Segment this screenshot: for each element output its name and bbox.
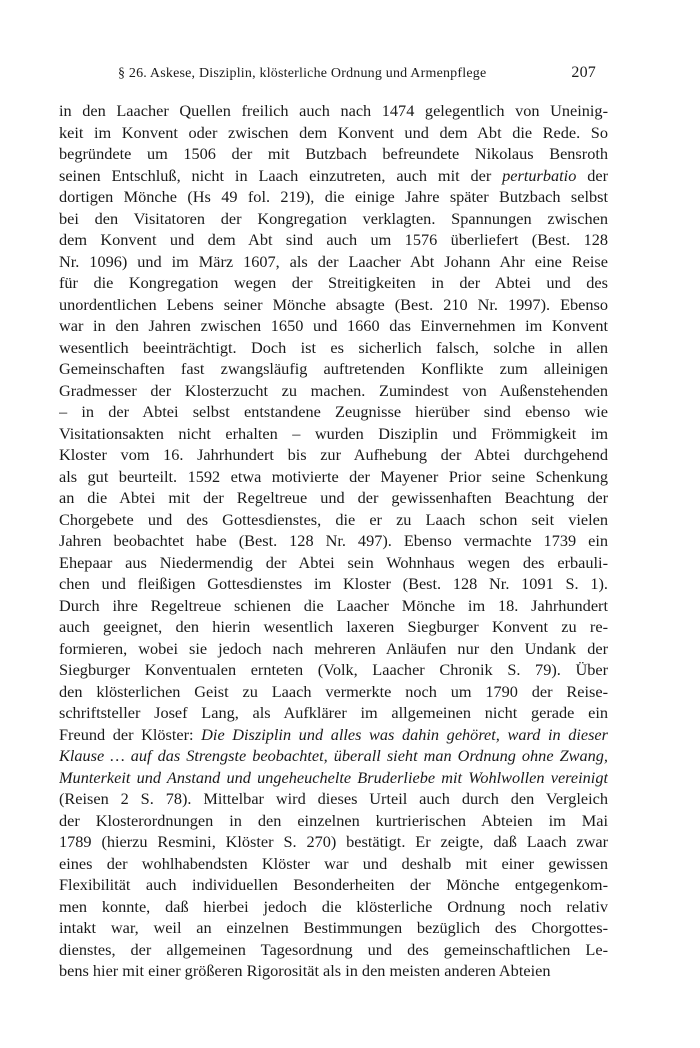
text-segment: Siegburger Konventualen ernteten (Volk, Laacher Chronik S. 79). Über xyxy=(59,660,608,679)
text-line xyxy=(59,272,608,294)
text-line xyxy=(59,702,608,724)
italic-quote-segment: Munterkeit und Anstand und ungeheuchelte Bruderliebe mit Wohlwollen vereinigt xyxy=(59,767,608,787)
text-line xyxy=(59,573,608,595)
text-line xyxy=(59,917,608,939)
text-line xyxy=(59,810,608,832)
text-segment: men konnte, daß hierbei jedoch die klösterliche Ordnung noch relativ xyxy=(59,896,608,916)
text-segment: Ehepaar aus Niedermendig der Abtei sein Wohnhaus wegen des erbauli- xyxy=(59,552,608,572)
text-segment: dienstes, der allgemeinen Tagesordnung und des gemeinschaftlichen Le- xyxy=(59,939,608,959)
text-segment: Gradmesser der Klosterzucht zu machen. Zumindest von Außenstehenden xyxy=(59,380,608,400)
text-segment: an die Abtei mit der Regeltreue und der gewissenhaften Beachtung der xyxy=(59,488,608,507)
italic-quote-segment: Klause … auf das Strengste beobachtet, überall sieht man Ordnung ohne Zwang, xyxy=(59,746,608,765)
text-line xyxy=(59,745,608,767)
text-line xyxy=(59,767,608,789)
text-line xyxy=(59,487,608,509)
text-line xyxy=(59,186,608,208)
text-line xyxy=(59,380,608,402)
running-title: § 26. Askese, Disziplin, klösterliche Ordnung und Armenpflege xyxy=(118,66,487,81)
text-line xyxy=(59,143,608,165)
italic-quote-segment: Die Disziplin und alles was dahin gehöret, ward in dieser xyxy=(201,724,608,744)
text-segment: Visitationsakten nicht erhalten – wurden Disziplin und Frömmigkeit im xyxy=(59,423,608,443)
text-segment: der Klosterordnungen in den einzelnen kurtrierischen Abteien im Mai xyxy=(59,810,608,830)
text-segment: seinen Entschluß, nicht in Laach einzutreten, auch mit der xyxy=(59,165,503,185)
text-line xyxy=(59,681,608,703)
text-segment: Flexibilität auch individuellen Besonderheiten der Mönche entgegenkom- xyxy=(59,875,608,894)
text-line xyxy=(59,358,608,380)
text-segment: chen und fleißigen Gottesdienstes im Kloster (Best. 128 Nr. 1091 S. 1). xyxy=(59,574,608,593)
text-segment: unordentlichen Lebens seiner Mönche absagte (Best. 210 Nr. 1997). Ebenso xyxy=(59,294,608,314)
text-segment: dortigen Mönche (Hs 49 fol. 219), die einige Jahre später Butzbach selbst xyxy=(59,187,608,206)
text-segment: intakt war, weil an einzelnen Bestimmungen bezüglich des Chorgottes- xyxy=(59,918,608,937)
text-segment: den klösterlichen Geist zu Laach vermerkte noch um 1790 der Reise- xyxy=(59,681,608,701)
text-segment: bei den Visitatoren der Kongregation verklagten. Spannungen zwischen xyxy=(59,208,608,228)
text-line xyxy=(59,552,608,574)
text-segment: wesentlich beeinträchtigt. Doch ist es sicherlich falsch, solche in allen xyxy=(59,337,608,357)
text-segment: keit im Konvent oder zwischen dem Konvent und dem Abt die Rede. So xyxy=(59,122,608,142)
running-header xyxy=(118,66,600,86)
text-line xyxy=(59,960,608,982)
text-segment: Gemeinschaften fast zwangsläufig auftretenden Konflikte zum alleinigen xyxy=(59,359,608,378)
text-segment: Freund der Klöster: xyxy=(59,724,202,744)
body-text xyxy=(59,100,608,982)
page-number: 207 xyxy=(571,64,596,81)
text-line xyxy=(59,251,608,273)
text-segment: (Reisen 2 S. 78). Mittelbar wird dieses Urteil auch durch den Vergleich xyxy=(59,789,608,808)
text-line xyxy=(59,939,608,961)
text-line xyxy=(59,724,608,746)
text-segment: in den Laacher Quellen freilich auch nach 1474 gelegentlich von Uneinig- xyxy=(59,101,608,120)
text-segment: – in der Abtei selbst entstandene Zeugnisse hierüber sind ebenso wie xyxy=(59,402,608,421)
text-line xyxy=(59,122,608,144)
text-segment: Kloster vom 16. Jahrhundert bis zur Aufhebung der Abtei durchgehend xyxy=(59,445,608,464)
text-line xyxy=(59,337,608,359)
text-segment: Nr. 1096) und im März 1607, als der Laacher Abt Johann Ahr eine Reise xyxy=(59,251,608,271)
text-segment: schriftsteller Josef Lang, als Aufklärer im allgemeinen nicht gerade ein xyxy=(59,703,608,722)
text-segment: Durch ihre Regeltreue schienen die Laacher Mönche im 18. Jahrhundert xyxy=(59,595,608,615)
text-line xyxy=(59,444,608,466)
text-segment: als gut beurteilt. 1592 etwa motivierte der Mayener Prior seine Schenkung xyxy=(59,466,608,486)
text-segment: war in den Jahren zwischen 1650 und 1660 das Einvernehmen im Konvent xyxy=(59,316,608,335)
text-line xyxy=(59,208,608,230)
text-line xyxy=(59,165,608,187)
text-line xyxy=(59,853,608,875)
text-line xyxy=(59,638,608,660)
text-line xyxy=(59,315,608,337)
text-line xyxy=(59,423,608,445)
text-line xyxy=(59,401,608,423)
text-line xyxy=(59,595,608,617)
text-segment: formieren, wobei sie jedoch nach mehreren Anläufen nur den Undank der xyxy=(59,638,608,658)
text-line xyxy=(59,616,608,638)
text-segment: auch geeignet, den hierin wesentlich laxeren Siegburger Konvent zu re- xyxy=(59,617,608,636)
text-line xyxy=(59,466,608,488)
text-segment: begründete um 1506 der mit Butzbach befreundete Nikolaus Bensroth xyxy=(59,144,608,163)
text-line xyxy=(59,788,608,810)
text-segment: der xyxy=(576,165,608,185)
text-segment: Jahren beobachtet habe (Best. 128 Nr. 497). Ebenso vermachte 1739 ein xyxy=(59,531,608,550)
text-segment: 1789 (hierzu Resmini, Klöster S. 270) bestätigt. Er zeigte, daß Laach zwar xyxy=(59,832,608,851)
text-line xyxy=(59,530,608,552)
text-line xyxy=(59,294,608,316)
text-line xyxy=(59,831,608,853)
text-segment: Chorgebete und des Gottesdienstes, die er zu Laach schon seit vielen xyxy=(59,509,608,529)
text-segment: für die Kongregation wegen der Streitigkeiten in der Abtei und des xyxy=(59,273,608,292)
text-line xyxy=(59,896,608,918)
text-segment: dem Konvent und dem Abt sind auch um 1576 überliefert (Best. 128 xyxy=(59,230,608,249)
text-line xyxy=(59,874,608,896)
text-line xyxy=(59,100,608,122)
text-segment: eines der wohlhabendsten Klöster war und deshalb mit einer gewissen xyxy=(59,853,608,873)
text-line xyxy=(59,229,608,251)
text-segment: bens hier mit einer größeren Rigorosität als in den meisten anderen Abteien xyxy=(59,961,551,980)
text-line xyxy=(59,659,608,681)
text-line xyxy=(59,509,608,531)
italic-quote-segment: perturbatio xyxy=(502,165,577,185)
